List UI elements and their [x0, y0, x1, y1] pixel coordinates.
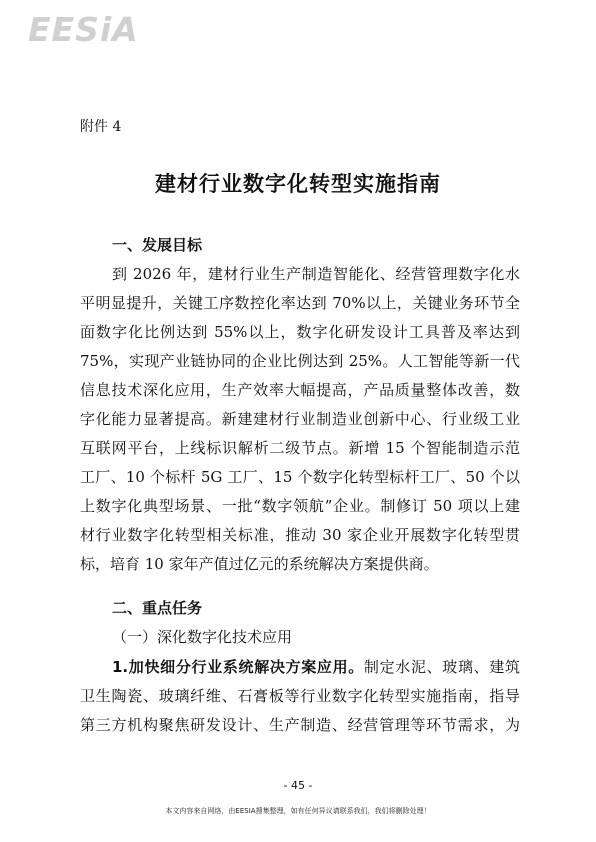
footer-disclaimer: 本文内容来自网络，由EESIA搜集整理，如有任何异议请联系我们，我们将删除处理！	[165, 807, 431, 815]
item1-first-line	[112, 657, 520, 677]
paragraph-line: 材行业数字化转型相关标准，推动 30 家企业开展数字化转型贯	[80, 526, 520, 544]
paragraph-line: 互联网平台，上线标识解析二级节点。新增 15 个智能制造示范	[80, 439, 520, 457]
item1-lead: 1.加快细分行业系统解决方案应用。	[112, 658, 364, 676]
paragraph-line: 75%，实现产业链协同的企业比例达到 25%。人工智能等新一代	[80, 352, 520, 370]
item1-text: 制定水泥、玻璃、建筑	[363, 658, 520, 676]
paragraph-line: 工厂、10 个标杆 5G 工厂、15 个数字化转型标杆工厂、50 个以	[80, 468, 520, 486]
paragraph-line: 到 2026 年，建材行业生产制造智能化、经营管理数字化水	[112, 265, 520, 283]
item1-line: 第三方机构聚焦研发设计、生产制造、经营管理等环节需求，为	[80, 716, 520, 734]
paragraph-line: 标，培育 10 家年产值过亿元的系统解决方案提供商。	[80, 555, 439, 573]
document-title: 建材行业数字化转型实施指南	[155, 172, 441, 196]
section-heading-tasks: 二、重点任务	[112, 599, 203, 617]
paragraph-line: 平明显提升，关键工序数控化率达到 70%以上，关键业务环节全	[80, 294, 520, 312]
paragraph-line: 面数字化比例达到 55%以上，数字化研发设计工具普及率达到	[80, 323, 520, 341]
page-number: - 45 -	[283, 779, 313, 792]
attachment-label: 附件 4	[80, 119, 122, 135]
subsection-heading: （一）深化数字化技术应用	[112, 628, 293, 646]
paragraph-line: 字化能力显著提高。新建建材行业制造业创新中心、行业级工业	[80, 410, 520, 428]
paragraph-line: 上数字化典型场景、一批“数字领航”企业。制修订 50 项以上建	[80, 497, 520, 515]
paragraph-line: 信息技术深化应用，生产效率大幅提高，产品质量整体改善，数	[80, 381, 520, 399]
eesia-logo: EESiA	[28, 10, 139, 49]
item1-line: 卫生陶瓷、玻璃纤维、石膏板等行业数字化转型实施指南，指导	[80, 687, 520, 705]
section-heading-goals: 一、发展目标	[112, 236, 203, 254]
